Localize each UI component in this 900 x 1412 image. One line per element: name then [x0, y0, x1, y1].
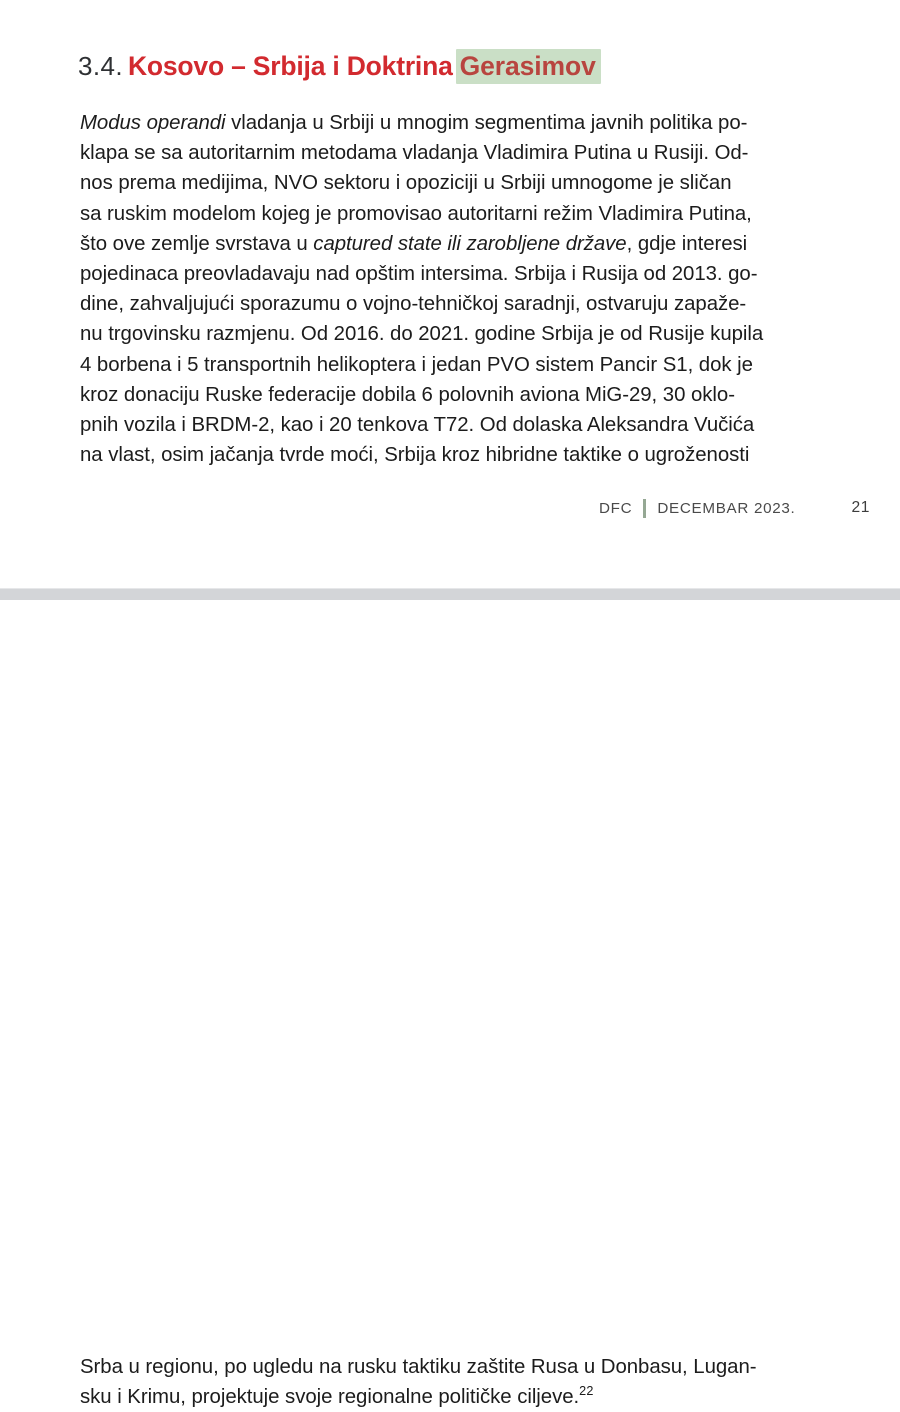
document-page-lower: [0, 600, 900, 1409]
body-line: [80, 138, 792, 168]
body-line: [80, 108, 792, 138]
body-text: pnih vozila i BRDM-2, kao i 20 tenkova T72. Od dolaska Aleksandra Vučića: [80, 414, 755, 437]
body-text: sa ruskim modelom kojeg je promovisao autoritarni režim Vladimira Putina,: [80, 202, 752, 225]
body-line: [80, 380, 792, 410]
page-title: [78, 49, 838, 83]
body-line: [80, 259, 792, 289]
body-line: [80, 319, 792, 349]
page-footer: [80, 496, 870, 520]
italic-phrase: Modus operandi: [80, 112, 226, 134]
body-text: klapa se sa autoritarnim metodama vladanja Vladimira Putina u Rusiji. Od-: [80, 142, 749, 165]
body-text: dine, zahvaljujući sporazumu o vojno-tehničkoj saradnji, ostvaruju zapaže-: [80, 293, 747, 316]
body-text: Srba u regionu, po ugledu na rusku taktiku zaštite Rusa u Donbasu, Lugan-: [80, 1356, 757, 1378]
body-line: [80, 440, 792, 470]
body-text: sku i Krimu, projektuje svoje regionalne političke ciljeve.: [80, 1386, 580, 1409]
body-text: nu trgovinsku razmjenu. Od 2016. do 2021. godine Srbija je od Rusije kupila: [80, 323, 764, 346]
body-line: [80, 289, 792, 319]
body-text: 4 borbena i 5 transportnih helikoptera i jedan PVO sistem Pancir S1, dok je: [80, 353, 753, 376]
body-paragraph-upper: [80, 108, 792, 470]
body-line: [80, 168, 792, 198]
body-text: vladanja u Srbiji u mnogim segmentima javnih politika po-: [225, 112, 748, 134]
body-text: na vlast, osim jačanja tvrde moći, Srbija kroz hibridne taktike o ugroženosti: [80, 444, 750, 467]
body-line: [80, 1382, 792, 1412]
heading-highlighted-term: Gerasimov: [456, 49, 601, 84]
body-line: [80, 1352, 792, 1382]
body-line: [80, 410, 792, 440]
body-line: [80, 350, 792, 380]
body-paragraph-lower: [80, 1352, 792, 1412]
body-text: pojedinaca preovladavaju nad opštim intersima. Srbija i Rusija od 2013. go-: [80, 263, 758, 286]
footer-date: DECEMBAR 2023.: [657, 499, 796, 517]
footer-brand: DFC: [599, 499, 633, 517]
page-number: 21: [851, 499, 870, 516]
heading-section-number: 3.4.: [78, 50, 123, 81]
heading-main-text: Kosovo – Srbija i Doktrina: [127, 50, 453, 81]
footnote-reference: 22: [579, 1384, 594, 1399]
body-text: što ove zemlje svrstava u: [80, 232, 314, 255]
footer-divider: [643, 499, 646, 518]
body-text: , gdje interesi: [626, 232, 748, 255]
body-text: nos prema medijima, NVO sektoru i opoziciji u Srbiji umnogome je sličan: [80, 172, 732, 195]
body-line: [80, 199, 792, 229]
body-line: [80, 229, 792, 259]
document-page-upper: [0, 0, 900, 588]
body-text: kroz donaciju Ruske federacije dobila 6 polovnih aviona MiG-29, 30 oklo-: [80, 383, 735, 406]
italic-phrase: captured state ili zarobljene države: [313, 232, 627, 255]
